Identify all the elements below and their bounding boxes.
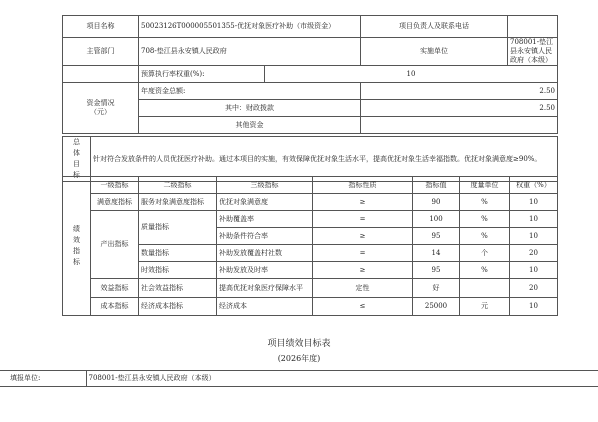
row-l2: 数量指标	[139, 245, 217, 262]
project-info-table	[62, 15, 558, 134]
row-weight: 10	[510, 262, 558, 279]
row-l3: 补助发放及时率	[217, 262, 313, 279]
row-value: 95	[413, 228, 460, 245]
row-l3: 优抚对象满意度	[217, 194, 313, 211]
budget-weight-value: 10	[265, 66, 558, 83]
row-value: 14	[413, 245, 460, 262]
row-l3: 经济成本	[217, 298, 313, 316]
row-value: 25000	[413, 298, 460, 316]
contact-label: 项目负责人及联系电话	[361, 16, 508, 38]
row-weight: 20	[510, 245, 558, 262]
budget-weight-label: 预算执行率权重(%):	[139, 66, 265, 83]
fill-unit-table	[0, 370, 598, 387]
header-unit: 度量单位	[460, 177, 510, 194]
funds-total-label: 年度资金总额:	[139, 83, 361, 100]
row-value: 90	[413, 194, 460, 211]
row-l2: 质量指标	[139, 211, 217, 245]
funds-total-value: 2.50	[361, 83, 558, 100]
row-unit: 个	[460, 245, 510, 262]
page-title: 项目绩效目标表	[267, 339, 331, 349]
row-l1: 产出指标	[91, 211, 139, 279]
overall-goal-label: 总 体 目 标	[63, 137, 91, 182]
row-nature: ≥	[313, 228, 413, 245]
dept-value: 708-垫江县永安镇人民政府	[139, 38, 361, 66]
funds-fiscal-value: 2.50	[361, 100, 558, 117]
header-weight: 权重（%）	[510, 177, 558, 194]
blank-cell	[63, 66, 139, 83]
header-value: 指标值	[413, 177, 460, 194]
row-nature: ≥	[313, 194, 413, 211]
project-name-label: 项目名称	[63, 16, 139, 38]
funds-fiscal-label: 其中：财政拨款	[139, 100, 361, 117]
table-row	[63, 211, 558, 228]
contact-value	[508, 16, 558, 38]
row-l1: 满意度指标	[91, 194, 139, 211]
row-unit: %	[460, 211, 510, 228]
row-l3: 补助条件符合率	[217, 228, 313, 245]
project-name-value: 50023126T000005501355-优抚对象医疗补助（市级资金）	[139, 16, 361, 38]
row-l3: 补助发放覆盖村社数	[217, 245, 313, 262]
row-l2: 服务对象满意度指标	[139, 194, 217, 211]
funds-other-label: 其他资金	[139, 117, 361, 134]
row-value: 100	[413, 211, 460, 228]
row-value: 好	[413, 279, 460, 298]
overall-goal-text: 针对符合发放条件的人员优抚医疗补助。通过本项目的实施，有效保障优抚对象生活水平，提高优抚对象生活幸福指数。优抚对象满意度≥90%。	[91, 137, 558, 182]
row-weight: 10	[510, 298, 558, 316]
row-nature: ≥	[313, 262, 413, 279]
row-unit: %	[460, 194, 510, 211]
impl-label: 实施单位	[361, 38, 508, 66]
funds-other-value	[361, 117, 558, 134]
row-weight: 10	[510, 194, 558, 211]
header-l1: 一级指标	[91, 177, 139, 194]
funds-section-label: 资金情况 （元）	[63, 83, 139, 134]
row-weight: 20	[510, 279, 558, 298]
row-nature: =	[313, 245, 413, 262]
row-value: 95	[413, 262, 460, 279]
row-unit: %	[460, 262, 510, 279]
impl-value: 708001-垫江县永安镇人民政府（本级）	[508, 38, 558, 66]
header-l3: 三级指标	[217, 177, 313, 194]
row-weight: 10	[510, 211, 558, 228]
row-nature: ≤	[313, 298, 413, 316]
page-year: (2026年度)	[277, 354, 321, 363]
table-row	[63, 298, 558, 316]
row-l3: 补助覆盖率	[217, 211, 313, 228]
header-nature: 指标性质	[313, 177, 413, 194]
row-weight: 10	[510, 228, 558, 245]
row-nature: 定性	[313, 279, 413, 298]
fill-unit-value: 708001-垫江县永安镇人民政府（本级）	[86, 371, 598, 387]
header-l2: 二级指标	[139, 177, 217, 194]
row-l2: 社会效益指标	[139, 279, 217, 298]
row-nature: =	[313, 211, 413, 228]
table-row	[63, 194, 558, 211]
indicators-section-label: 绩 效 指 标	[63, 177, 91, 316]
row-unit: %	[460, 228, 510, 245]
row-l3: 提高优抚对象医疗保障水平	[217, 279, 313, 298]
indicators-table	[62, 176, 558, 316]
fill-unit-label: 填报单位:	[0, 371, 86, 387]
row-unit	[460, 279, 510, 298]
row-l1: 效益指标	[91, 279, 139, 298]
row-l1: 成本指标	[91, 298, 139, 316]
row-l2: 经济成本指标	[139, 298, 217, 316]
row-l2: 时效指标	[139, 262, 217, 279]
row-unit: 元	[460, 298, 510, 316]
dept-label: 主管部门	[63, 38, 139, 66]
table-row	[63, 279, 558, 298]
